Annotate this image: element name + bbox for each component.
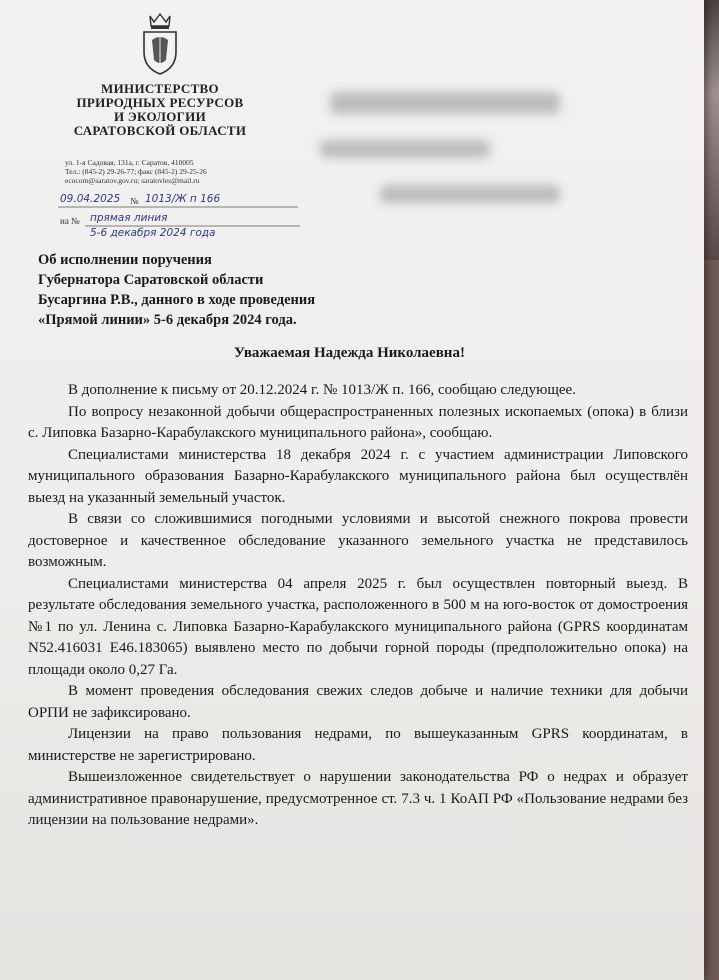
ministry-line: САРАТОВСКОЙ ОБЛАСТИ [73,123,247,138]
subject-line: Бусаргина Р.В., данного в ходе проведения [38,292,316,308]
body-paragraph: В момент проведения обследования свежих следов добыче и наличие техники для добычи ОРПИ не зафиксировано. [28,683,688,721]
reference-text-2: 5-6 декабря 2024 года [90,227,216,239]
coat-of-arms-icon [140,12,180,76]
address-emails: ecocom@saratov.gov.ru; saratovles@mail.ru [65,176,200,185]
address-phones: Тел.: (845-2) 29-26-77; факс (845-2) 29-25-26 [65,167,207,176]
redacted-recipient [320,140,490,158]
outgoing-date: 09.04.2025 [60,193,121,205]
body-paragraph: Вышеизложенное свидетельствует о нарушении законодательства РФ о недрах и образует административное правонарушение, предусмотренное ст. 7.3 ч. 1 КоАП РФ «Пользование недрами без лицензии на пользование недрами». [28,769,688,828]
address-street: ул. 1-я Садовая, 131а, г. Саратов, 410005 [65,158,194,167]
ministry-address [65,158,275,185]
subject-line: Об исполнении поручения [38,252,212,268]
body-paragraph: Лицензии на право пользования недрами, по вышеуказанным GPRS координатам, в министерстве не зарегистрировано. [28,726,688,764]
letter-subject [38,250,458,330]
reference-underline [85,225,300,228]
ministry-line: ПРИРОДНЫХ РЕСУРСОВ [76,95,244,110]
outgoing-number: 1013/Ж п 166 [145,193,221,205]
redacted-recipient [380,185,560,203]
number-label: № [130,196,139,206]
subject-line: Губернатора Саратовской области [38,272,264,288]
reference-label: на № [60,216,80,226]
body-paragraph: Специалистами министерства 04 апреля 2025 г. был осуществлен повторный выезд. В результате обследования земельного участка, расположенного в 500 м на юго-восток от домостроения №1 по ул. Ленина с. Липовка Базарно-Карабулакского муниципального района (GPRS координатам N52.416031 E46.183065) выявлено место по добычи горной породы (предположительно опока) на площади около 0,27 Га. [28,575,688,678]
reference-text-1: прямая линия [90,212,168,224]
redacted-recipient [330,92,560,114]
greeting: Уважаемая Надежда Николаевна! [234,345,465,361]
subject-line: «Прямой линии» 5-6 декабря 2024 года. [38,312,297,328]
ministry-line: МИНИСТЕРСТВО [101,81,219,96]
body-paragraph: По вопросу незаконной добычи общераспространенных полезных ископаемых (опока) в близи с. Липовка Базарно-Карабулакского муниципального района», сообщаю. [28,403,688,441]
ministry-name [60,82,260,138]
body-paragraph: В связи со сложившимися погодными условиями и высотой снежного покрова провести достоверное и качественное обследование указанного земельного участка не представилось возможным. [28,511,688,570]
letter-body [28,380,688,832]
body-paragraph: Специалистами министерства 18 декабря 2024 г. с участием администрации Липовского муниципального образования Базарно-Карабулакского муниципального района был осуществлён выезд на указанный земельный участок. [28,446,688,506]
date-underline [58,206,298,209]
body-paragraph: В дополнение к письму от 20.12.2024 г. № 1013/Ж п. 166, сообщаю следующее. [68,382,576,398]
ministry-line: И ЭКОЛОГИИ [113,109,207,124]
